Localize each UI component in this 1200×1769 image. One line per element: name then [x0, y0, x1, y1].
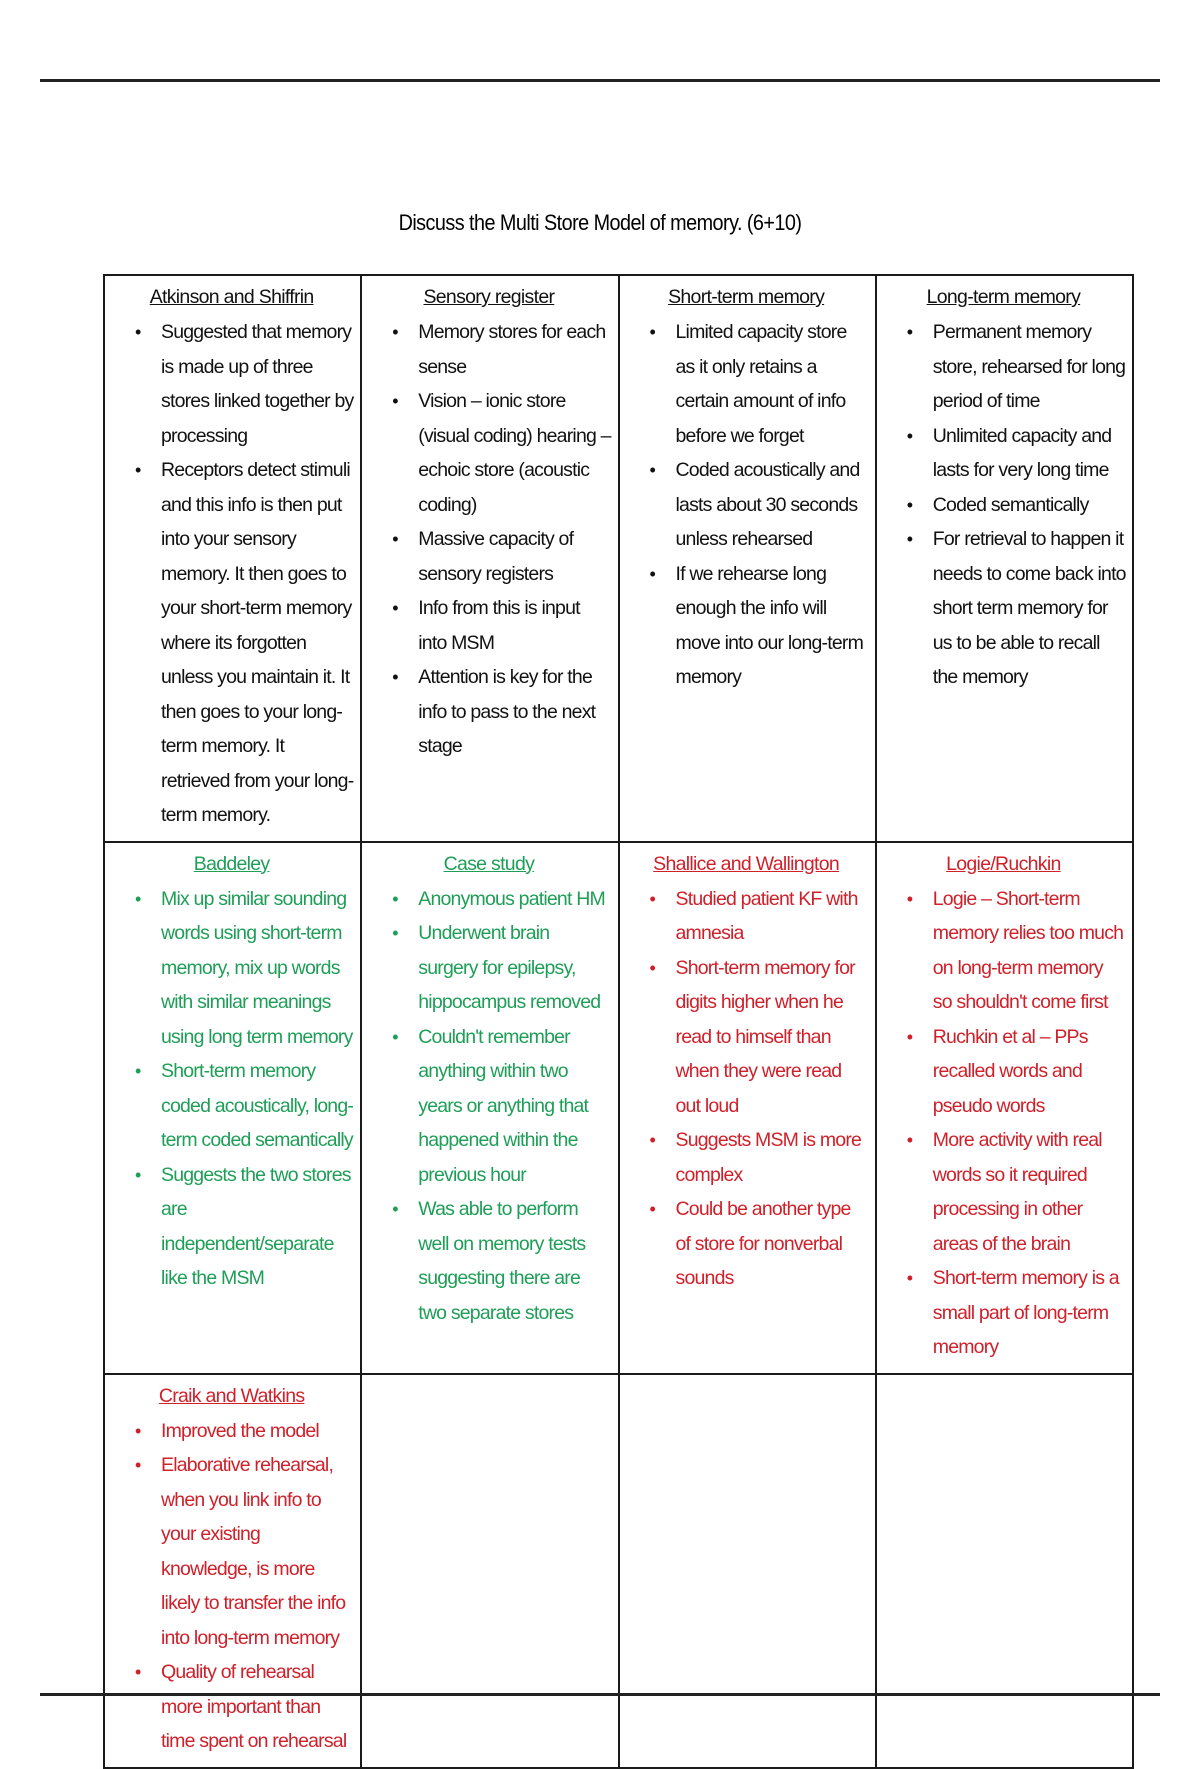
list-item: • Logie – Short-term memory relies too much on long-term memory so shouldn't come first [933, 882, 1126, 1020]
bullet-list [624, 315, 869, 695]
bullet-list [366, 882, 611, 1331]
list-item: • Underwent brain surgery for epilepsy, hippocampus removed [418, 916, 611, 1020]
bullet-list [109, 882, 354, 1296]
table-cell [361, 275, 618, 842]
list-item: • Suggests MSM is more complex [676, 1123, 869, 1192]
table-cell [619, 275, 876, 842]
table-cell [361, 1374, 618, 1768]
list-item: • Mix up similar sounding words using short-term memory, mix up words with similar meanings using long term memory [161, 882, 354, 1055]
list-item: • Permanent memory store, rehearsed for long period of time [933, 315, 1126, 419]
footer-rule [40, 1693, 1160, 1696]
bullet-list [624, 882, 869, 1296]
cell-heading: Long-term memory [926, 286, 1081, 308]
table-cell [876, 842, 1133, 1374]
list-item: • For retrieval to happen it needs to come back into short term memory for us to be able to recall the memory [933, 522, 1126, 695]
list-item: • Receptors detect stimuli and this info is then put into your sensory memory. It then goes to your short-term memory where its forgotten unless you maintain it. It then goes to your long-term memory. It retrieved from your long-term memory. [161, 453, 354, 833]
table-cell [876, 1374, 1133, 1768]
list-item: • Suggests the two stores are independent/separate like the MSM [161, 1158, 354, 1296]
list-item: • Coded semantically [933, 488, 1126, 523]
table-row [104, 1374, 1133, 1768]
table-cell [619, 842, 876, 1374]
table-cell [104, 1374, 361, 1768]
list-item: • Short-term memory for digits higher when he read to himself than when they were read out loud [676, 951, 869, 1124]
table-row [104, 842, 1133, 1374]
notes-table [103, 274, 1134, 1769]
table-cell [104, 275, 361, 842]
cell-heading: Atkinson and Shiffrin [149, 286, 314, 308]
cell-heading: Sensory register [423, 286, 555, 308]
table-row [104, 275, 1133, 842]
table-cell [876, 275, 1133, 842]
list-item: • Could be another type of store for nonverbal sounds [676, 1192, 869, 1296]
bullet-list [881, 315, 1126, 695]
list-item: • More activity with real words so it required processing in other areas of the brain [933, 1123, 1126, 1261]
list-item: • Unlimited capacity and lasts for very long time [933, 419, 1126, 488]
table-cell [361, 842, 618, 1374]
list-item: • Was able to perform well on memory tests suggesting there are two separate stores [418, 1192, 611, 1330]
document-title: Discuss the Multi Store Model of memory. (6+10) [398, 210, 802, 235]
list-item: • Ruchkin et al – PPs recalled words and pseudo words [933, 1020, 1126, 1124]
list-item: • If we rehearse long enough the info will move into our long-term memory [676, 557, 869, 695]
list-item: • Quality of rehearsal more important than time spent on rehearsal [161, 1655, 354, 1759]
list-item: • Suggested that memory is made up of three stores linked together by processing [161, 315, 354, 453]
list-item: • Info from this is input into MSM [418, 591, 611, 660]
cell-heading: Short-term memory [668, 286, 825, 308]
header-rule [40, 79, 1160, 82]
bullet-list [366, 315, 611, 764]
bullet-list [881, 882, 1126, 1365]
list-item: • Anonymous patient HM [418, 882, 611, 917]
list-item: • Vision – ionic store (visual coding) hearing – echoic store (acoustic coding) [418, 384, 611, 522]
bullet-list [109, 315, 354, 833]
list-item: • Limited capacity store as it only retains a certain amount of info before we forget [676, 315, 869, 453]
list-item: • Couldn't remember anything within two years or anything that happened within the previous hour [418, 1020, 611, 1193]
cell-heading: Craik and Watkins [158, 1384, 305, 1407]
list-item: • Studied patient KF with amnesia [676, 882, 869, 951]
list-item: • Coded acoustically and lasts about 30 seconds unless rehearsed [676, 453, 869, 557]
bullet-list [109, 1414, 354, 1759]
cell-heading: Case study [443, 852, 535, 875]
list-item: • Short-term memory coded acoustically, long-term coded semantically [161, 1054, 354, 1158]
cell-heading: Logie/Ruchkin [946, 852, 1061, 875]
table-cell [104, 842, 361, 1374]
table-cell [619, 1374, 876, 1768]
list-item: • Attention is key for the info to pass to the next stage [418, 660, 611, 764]
list-item: • Elaborative rehearsal, when you link info to your existing knowledge, is more likely to transfer the info into long-term memory [161, 1448, 354, 1655]
cell-heading: Baddeley [193, 852, 270, 875]
cell-heading: Shallice and Wallington [653, 852, 840, 875]
list-item: • Memory stores for each sense [418, 315, 611, 384]
list-item: • Short-term memory is a small part of long-term memory [933, 1261, 1126, 1365]
list-item: • Massive capacity of sensory registers [418, 522, 611, 591]
list-item: • Improved the model [161, 1414, 354, 1449]
